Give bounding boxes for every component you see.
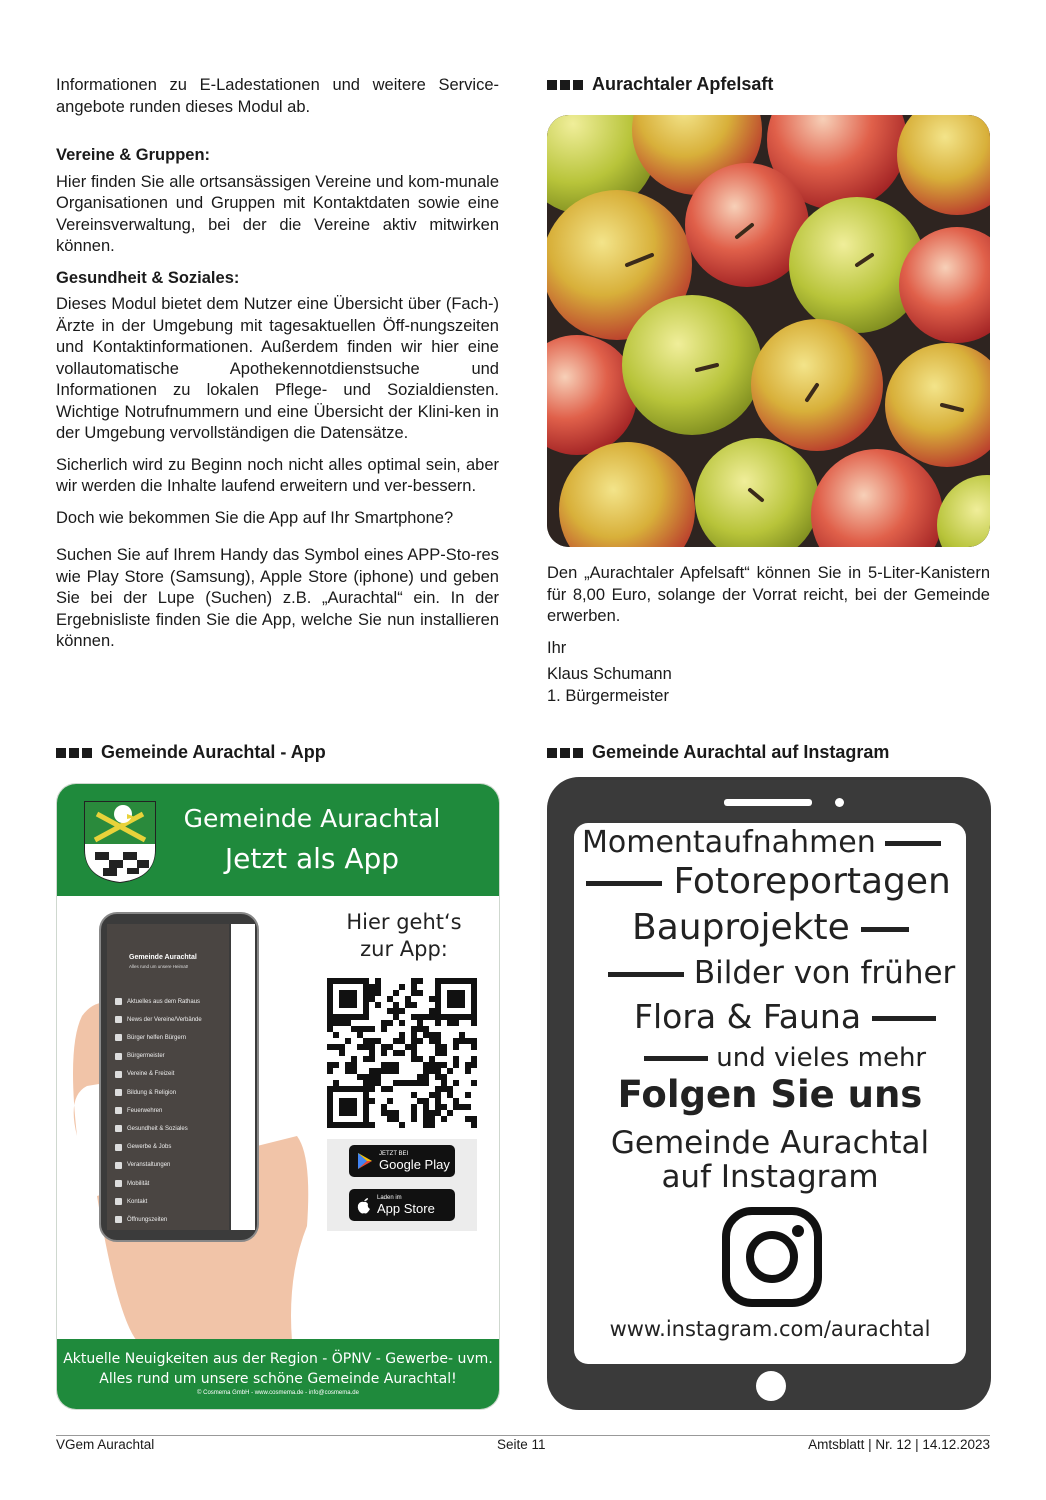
instagram-icon[interactable] bbox=[722, 1207, 822, 1307]
phone-menu-item: Kontakt bbox=[115, 1198, 147, 1205]
heading-squares bbox=[547, 80, 583, 90]
phone-menu-item: Aktuelles aus dem Rathaus bbox=[115, 998, 200, 1005]
closing-ihr: Ihr bbox=[547, 638, 567, 657]
footer-rule bbox=[56, 1435, 990, 1436]
tablet-home-button bbox=[756, 1371, 786, 1401]
dash bbox=[608, 972, 684, 977]
instagram-url[interactable]: www.instagram.com/aurachtal bbox=[609, 1317, 931, 1341]
ig-line-8: Gemeinde Aurachtal bbox=[610, 1125, 930, 1161]
bottom-line-1: Aktuelle Neuigkeiten aus der Region - ÖPNV - Gewerbe- uvm. bbox=[63, 1351, 493, 1367]
app-banner bbox=[57, 784, 499, 896]
phone-menu-item: Gewerbe & Jobs bbox=[115, 1144, 171, 1151]
menu-item-icon bbox=[115, 1162, 122, 1169]
phone-menu-item: Bürger helfen Bürgern bbox=[115, 1034, 186, 1041]
phone-menu-item: Veranstaltungen bbox=[115, 1162, 170, 1169]
tablet-screen bbox=[574, 823, 966, 1364]
ig-line-5: Flora & Fauna bbox=[634, 997, 936, 1036]
phone-app-subtitle: Alles rund um unsere Heimat! bbox=[129, 964, 189, 969]
tablet-graphic bbox=[547, 777, 991, 1410]
phone-menu-item: Feuerwehren bbox=[115, 1107, 162, 1114]
ig-line-9: auf Instagram bbox=[661, 1159, 879, 1195]
menu-item-icon bbox=[115, 1053, 122, 1060]
ig-line-7: Folgen Sie uns bbox=[617, 1073, 923, 1116]
dash bbox=[586, 881, 662, 886]
phone-menu-item: Gesundheit & Soziales bbox=[115, 1125, 188, 1132]
ig-line-4: Bilder von früher bbox=[608, 955, 955, 991]
menu-item-icon bbox=[115, 1216, 122, 1223]
app-advert bbox=[56, 783, 500, 1410]
heading-squares bbox=[547, 748, 583, 758]
beginn-paragraph: Sicherlich wird zu Beginn noch nicht alles optimal sein, aber wir werden die Inhalte laufend erweitern und ver-bessern. bbox=[56, 455, 499, 495]
footer-right: Amtsblatt | Nr. 12 | 14.12.2023 bbox=[808, 1437, 990, 1452]
vereine-heading: Vereine & Gruppen: bbox=[56, 146, 211, 164]
phone-app-title: Gemeinde Aurachtal bbox=[129, 954, 197, 961]
apfelsaft-heading: Aurachtaler Apfelsaft bbox=[547, 74, 773, 95]
phone-menu-item: Bürgermeister bbox=[115, 1053, 165, 1060]
phone-menu-item: Vereine & Freizeit bbox=[115, 1071, 174, 1078]
footer-page: Seite 11 bbox=[497, 1437, 546, 1452]
vereine-paragraph: Hier finden Sie alle ortsansässigen Vereine und kom-munale Organisationen und Gruppen mit Kontaktdaten sowie eine Vereinsverwaltung, bei der die Vereine aktiv mitwirken können. bbox=[56, 172, 499, 255]
dash bbox=[644, 1056, 708, 1061]
crest-icon bbox=[83, 800, 157, 884]
ig-line-1: Momentaufnahmen bbox=[582, 825, 941, 860]
menu-item-icon bbox=[115, 1125, 122, 1132]
signer-name: Klaus Schumann bbox=[547, 665, 672, 683]
intro-paragraph: Informationen zu E-Ladestationen und weitere Service-angebote runden dieses Modul ab. bbox=[56, 76, 499, 116]
dash bbox=[885, 841, 941, 846]
dash bbox=[861, 927, 909, 932]
menu-item-icon bbox=[115, 1089, 122, 1096]
ig-line-2: Fotoreportagen bbox=[586, 861, 951, 902]
dash bbox=[872, 1016, 936, 1021]
app-banner-title: Gemeinde Aurachtal bbox=[183, 804, 441, 833]
phone-menu-item: Öffnungszeiten bbox=[115, 1216, 167, 1223]
google-play-badge[interactable]: JETZT BEI Google Play bbox=[349, 1145, 455, 1177]
tablet-speaker bbox=[724, 799, 812, 806]
bottom-line-2: Alles rund um unsere schöne Gemeinde Aurachtal! bbox=[99, 1371, 457, 1387]
ig-line-6: und vieles mehr bbox=[644, 1043, 926, 1073]
app-store-badge[interactable]: Laden im App Store bbox=[349, 1189, 455, 1221]
phone-mockup bbox=[99, 912, 259, 1242]
hier-text: Hier geht‘s zur App: bbox=[346, 910, 462, 961]
app-bottom-banner bbox=[57, 1339, 499, 1409]
menu-item-icon bbox=[115, 1107, 122, 1114]
menu-item-icon bbox=[115, 1144, 122, 1151]
app-heading: Gemeinde Aurachtal - App bbox=[56, 742, 326, 763]
menu-item-icon bbox=[115, 1016, 122, 1023]
hand-phone-illustration bbox=[57, 896, 327, 1341]
phone-menu-item: Bildung & Religion bbox=[115, 1089, 176, 1096]
frage-paragraph: Doch wie bekommen Sie die App auf Ihr Smartphone? bbox=[56, 508, 454, 527]
phone-menu-item: News der Vereine/Verbände bbox=[115, 1016, 202, 1023]
store-badges bbox=[327, 1139, 477, 1231]
menu-item-icon bbox=[115, 1198, 122, 1205]
suchen-paragraph: Suchen Sie auf Ihrem Handy das Symbol eines APP-Sto-res wie Play Store (Samsung), Apple Store (iphone) und geben Sie bei der Lupe (Suchen) z.B. „Aurachtal“ ein. In der Ergebnisliste finden Sie die App, welche Sie nun installieren können. bbox=[56, 546, 499, 650]
menu-item-icon bbox=[115, 1034, 122, 1041]
gesundheit-paragraph: Dieses Modul bietet dem Nutzer eine Übersicht über (Fach-) Ärzte in der Umgebung mit tagesaktuellen Öff-nungszeiten und Kontaktinformationen. Außerdem finden wir hier eine vollautomatische Apothekennotdienstsuche und Informationen zu lokalen Pflege- und Sozialdiensten. Wichtige Notrufnummern und eine Übersicht der Klini-ken in der Umgebung vervollständigen die Datensätze. bbox=[56, 295, 499, 442]
apple-icon bbox=[357, 1197, 371, 1214]
signer-title: 1. Bürgermeister bbox=[547, 686, 669, 705]
bottom-credit: © Cosmema GmbH - www.cosmema.de - info@cosmema.de bbox=[197, 1390, 359, 1396]
ig-line-3: Bauprojekte bbox=[632, 907, 909, 948]
phone-content-strip bbox=[231, 924, 255, 1230]
menu-item-icon bbox=[115, 998, 122, 1005]
phone-menu-item: Mobilität bbox=[115, 1180, 149, 1187]
gesundheit-heading: Gesundheit & Soziales: bbox=[56, 268, 240, 287]
apfelsaft-paragraph: Den „Aurachtaler Apfelsaft“ können Sie in 5-Liter-Kanistern für 8,00 Euro, solange der Vorrat reicht, bei der Gemeinde erwerben. bbox=[547, 564, 990, 625]
phone-screen bbox=[107, 924, 229, 1230]
google-play-icon bbox=[357, 1152, 373, 1170]
menu-item-icon bbox=[115, 1180, 122, 1187]
menu-item-icon bbox=[115, 1071, 122, 1078]
instagram-heading: Gemeinde Aurachtal auf Instagram bbox=[547, 742, 889, 763]
apples-photo bbox=[547, 115, 990, 547]
app-banner-subtitle: Jetzt als App bbox=[224, 842, 400, 875]
tablet-camera bbox=[835, 798, 844, 807]
heading-squares bbox=[56, 748, 92, 758]
left-column bbox=[56, 75, 499, 653]
qr-code[interactable] bbox=[327, 978, 477, 1128]
apfelsaft-text-block bbox=[547, 563, 990, 707]
footer-left: VGem Aurachtal bbox=[56, 1437, 155, 1452]
